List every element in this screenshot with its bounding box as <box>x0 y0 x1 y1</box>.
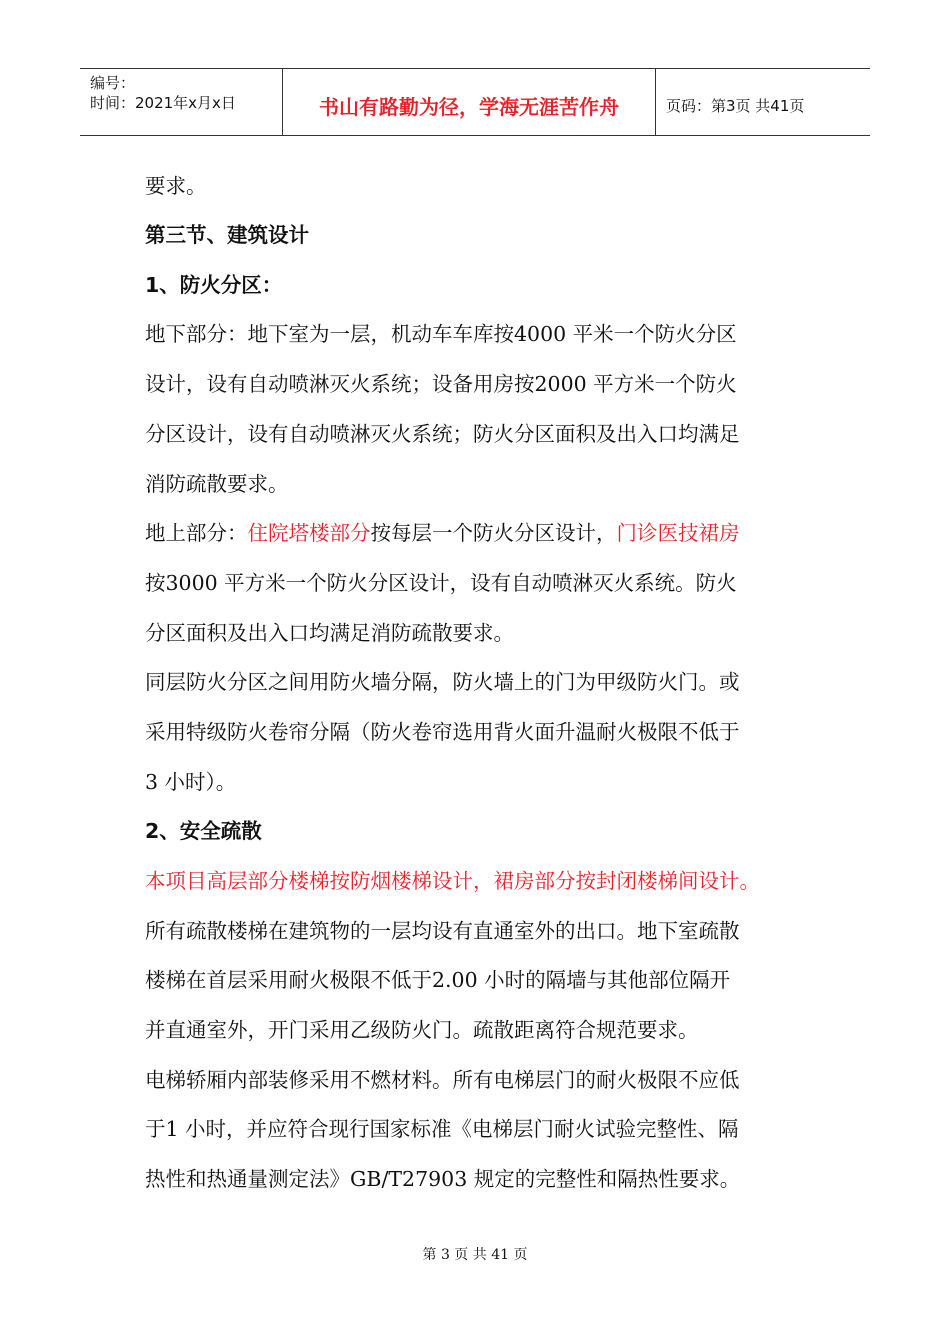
highlight-text: 门诊医技裙房 <box>616 521 740 545</box>
body-line: 于1 小时，并应符合现行国家标准《电梯层门耐火试验完整性、隔 <box>145 1117 739 1141</box>
body-line: 分区设计，设有自动喷淋灭火系统；防火分区面积及出入口均满足 <box>145 422 740 446</box>
header-page-label: 页码：第3页 共41页 <box>666 96 805 115</box>
body-line: 消防疏散要求。 <box>145 472 289 496</box>
body-line: 同层防火分区之间用防火墙分隔，防火墙上的门为甲级防火门。或 <box>145 670 740 694</box>
subsection-heading-1: 1、防火分区： <box>145 273 283 297</box>
body-line: 楼梯在首层采用耐火极限不低于2.00 小时的隔墙与其他部位隔开 <box>145 968 731 992</box>
body-line: 要求。 <box>145 174 207 198</box>
header-meta <box>80 69 283 135</box>
highlight-line: 本项目高层部分楼梯按防烟楼梯设计，裙房部分按封闭楼梯间设计。 <box>145 869 760 893</box>
number-label: 编号： <box>90 74 136 92</box>
subsection-heading-2: 2、安全疏散 <box>145 819 262 843</box>
page-header <box>80 68 870 136</box>
page-footer: 第 3 页 共 41 页 <box>422 1247 528 1263</box>
section-heading: 第三节、建筑设计 <box>145 223 309 247</box>
body-line: 地下部分：地下室为一层，机动车车库按4000 平米一个防火分区 <box>145 322 737 346</box>
body-line-mixed <box>145 508 740 558</box>
above-mid: 按每层一个防火分区设计， <box>370 521 617 545</box>
body-line: 分区面积及出入口均满足消防疏散要求。 <box>145 621 514 645</box>
body-line: 所有疏散楼梯在建筑物的一层均设有直通室外的出口。地下室疏散 <box>145 919 740 943</box>
time-label: 时间：2021年x月x日 <box>90 94 236 112</box>
body-line: 采用特级防火卷帘分隔（防火卷帘选用背火面升温耐火极限不低于 <box>145 720 740 744</box>
header-motto: 书山有路勤为径，学海无涯苦作舟 <box>283 69 656 135</box>
body-line: 热性和热通量测定法》GB/T27903 规定的完整性和隔热性要求。 <box>145 1167 741 1191</box>
body-line: 并直通室外，开门采用乙级防火门。疏散距离符合规范要求。 <box>145 1018 699 1042</box>
body-line: 电梯轿厢内部装修采用不燃材料。所有电梯层门的耐火极限不应低 <box>145 1068 740 1092</box>
body-line: 按3000 平方米一个防火分区设计，设有自动喷淋灭火系统。防火 <box>145 571 737 595</box>
body-line: 3 小时）。 <box>145 770 237 794</box>
body-line: 设计，设有自动喷淋灭火系统；设备用房按2000 平方米一个防火 <box>145 372 737 396</box>
above-prefix: 地上部分： <box>145 521 248 545</box>
highlight-text: 住院塔楼部分 <box>247 521 371 545</box>
